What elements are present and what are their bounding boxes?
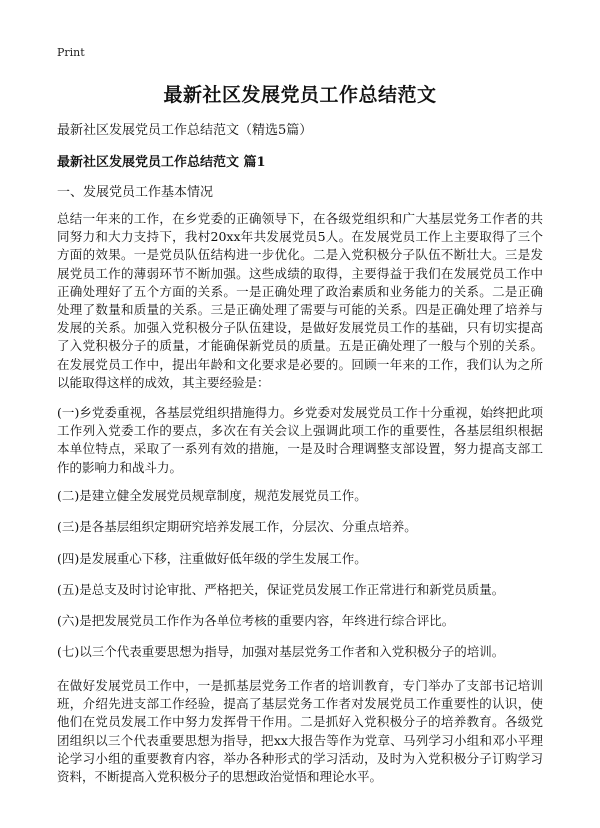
paragraph-summary: 总结一年来的工作，在乡党委的正确领导下，在各级党组织和广大基层党务工作者的共同努力和大力支持下，我村20xx年共发展党员5人。在发展党员工作上主要取得了三个方面的效果。一是党员队伍结构进一步优化。二是入党积极分子队伍不断壮大。三是发展党员工作的薄弱环节不断加强。这些成绩的取得，主要得益于我们在发展党员工作中正确处理好了五个方面的关系。一是正确处理了政治素质和业务能力的关系。二是正确处理了数量和质量的关系。三是正确处理了需要与可能的关系。四是正确处理了培养与发展的关系。加强入党积极分子队伍建设，是做好发展党员工作的基础，只有切实提高了入党积极分子的质量，才能确保新党员的质量。五是正确处理了一般与个别的关系。在发展党员工作中，提出年龄和文化要求是必要的。回顾一年来的工作，我们认为之所以能取得这样的成效，其主要经验是：	[57, 211, 543, 390]
list-item: (五)是总支及时讨论审批、严格把关，保证党员发展工作正常进行和新党员质量。	[57, 582, 505, 597]
section-heading: 一、发展党员工作基本情况	[57, 185, 214, 200]
document-subtitle: 最新社区发展党员工作总结范文（精选5篇）	[57, 123, 313, 138]
paragraph-item-1: (一)乡党委重视，各基层党组织措施得力。乡党委对发展党员工作十分重视，始终把此项工作列入党委工作的要点，多次在有关会议上强调此项工作的重要性，各基层组织根据本单位特点，采取了一系列有效的措施，一是及时合理调整支部设置，努力提高支部工作的影响力和战斗力。	[57, 405, 543, 475]
list-item: (六)是把发展党员工作作为各单位考核的重要内容，年终进行综合评比。	[57, 613, 455, 628]
list-item: (二)是建立健全发展党员规章制度，规范发展党员工作。	[57, 488, 367, 503]
list-item: (四)是发展重心下移，注重做好低年级的学生发展工作。	[57, 551, 367, 566]
document-title: 最新社区发展党员工作总结范文	[163, 84, 437, 106]
section-title: 最新社区发展党员工作总结范文 篇1	[57, 155, 266, 170]
list-item: (三)是各基层组织定期研究培养发展工作，分层次、分重点培养。	[57, 519, 417, 534]
list-item: (七)以三个代表重要思想为指导，加强对基层党务工作者和入党积极分子的培训。	[57, 644, 505, 659]
print-label: Print	[57, 46, 85, 59]
paragraph-training: 在做好发展党员工作中，一是抓基层党务工作者的培训教育，专门举办了支部书记培训班，介绍先进支部工作经验，提高了基层党务工作者对发展党员工作重要性的认识，使他们在党员发展工作中努力发挥骨干作用。二是抓好入党积极分子的培养教育。各级党团组织以三个代表重要思想为指导，把xx大报告等作为党章、马列学习小组和邓小平理论学习小组的重要教育内容，举办各种形式的学习活动，及时为入党积极分子订购学习资料，不断提高入党积极分子的思想政治觉悟和理论水平。	[57, 678, 543, 785]
